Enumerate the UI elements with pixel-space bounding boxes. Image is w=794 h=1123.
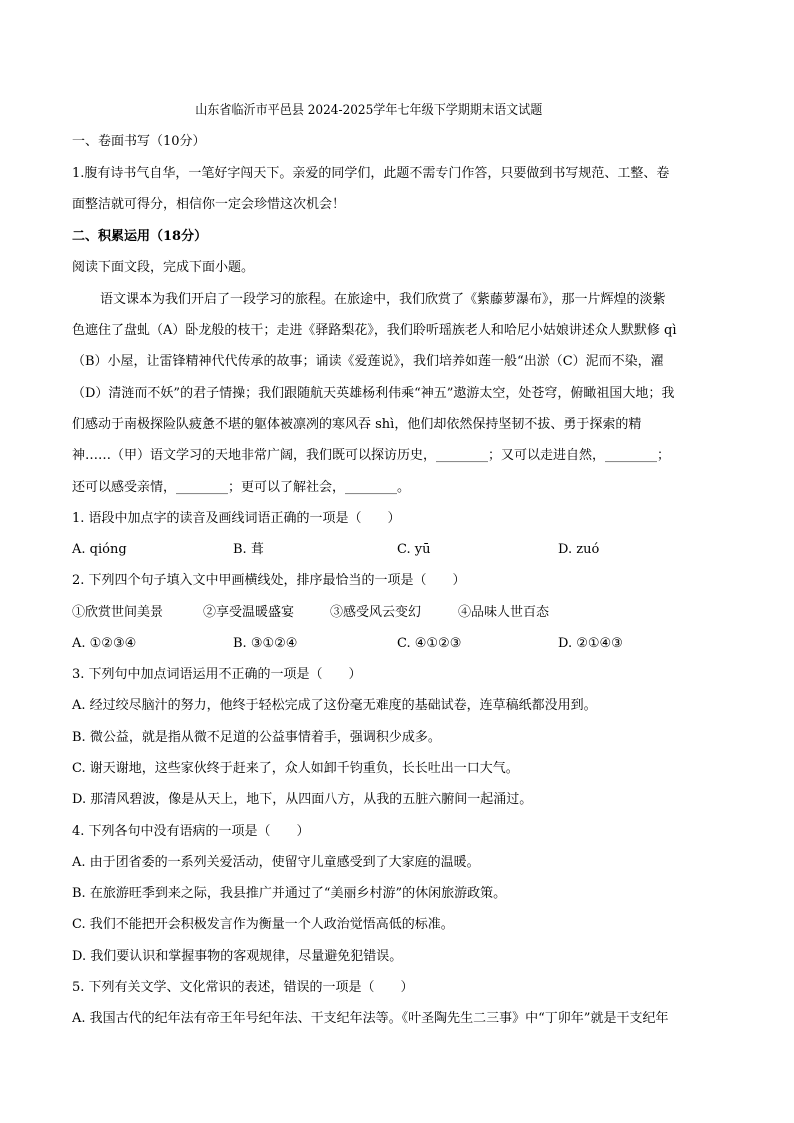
section-2-heading: 二、积累运用（18分） [72,229,208,244]
passage-line: （D）清涟而不妖”的君子情操；我们跟随航天英雄杨利伟乘“神五”遨游太空，处苍穹，俯瞰祖国大地；我 [72,386,675,401]
option-d: D. 我们要认识和掌握事物的客观规律，尽量避免犯错误。 [72,949,403,964]
question-1-line-2: 面整洁就可得分，相信你一定会珍惜这次机会！ [72,197,346,212]
passage-line: 语文课本为我们开启了一段学习的旅程。在旅途中，我们欣赏了《紫藤萝瀑布》，那一片辉煌的淡紫 [100,292,666,307]
option-b: B. 葺 [233,542,264,557]
option-b: B. 微公益，就是指从微不足道的公益事情着手，强调积少成多。 [72,730,441,745]
option-d: D. zuó [558,542,600,557]
option-c: C. ④①②③ [397,636,462,651]
section-1-heading: 一、卷面书写（10分） [72,134,206,149]
option-b: B. ③①②④ [233,636,298,651]
question-stem: 5. 下列有关文学、文化常识的表述，错误的一项是（ ） [72,980,414,995]
passage-line: 还可以感受亲情，________；更可以了解社会，________。 [72,480,411,495]
passage-line: 神……（甲）语文学习的天地非常广阔，我们既可以探访历史，________；又可以走进自然，________； [72,448,671,463]
sentence-choice: ②享受温暖盛宴 [203,605,295,620]
question-stem: 3. 下列句中加点词语运用不正确的一项是（ ） [72,667,362,682]
option-c: C. 我们不能把开会积极发言作为衡量一个人政治觉悟高低的标准。 [72,917,454,932]
reading-instruction: 阅读下面文段，完成下面小题。 [72,260,255,275]
option-a: A. 我国古代的纪年法有帝王年号纪年法、干支纪年法等。《叶圣陶先生二三事》中“丁卯年”就是干支纪年 [72,1011,669,1026]
option-b: B. 在旅游旺季到来之际，我县推广并通过了“美丽乡村游”的休闲旅游政策。 [72,886,507,901]
option-a: A. 由于团省委的一系列关爱活动，使留守儿童感受到了大家庭的温暖。 [72,855,480,870]
option-c: C. 谢天谢地，这些家伙终于赶来了，众人如卸千钧重负，长长吐出一口大气。 [72,761,519,776]
option-a: A. ①②③④ [72,636,137,651]
page-title: 山东省临沂市平邑县 2024-2025学年七年级下学期期末语文试题 [195,103,543,118]
question-stem: 4. 下列各句中没有语病的一项是（ ） [72,824,310,839]
sentence-choice: ④品味人世百态 [458,605,550,620]
sentence-choice: ①欣赏世间美景 [72,605,164,620]
option-a: A. qióng [72,542,127,557]
passage-line: （B）小屋，让雷锋精神代代传承的故事；诵读《爱莲说》，我们培养如莲一般“出淤（C）泥而不染，濯 [72,354,664,369]
sentence-choice: ③感受风云变幻 [330,605,422,620]
option-a: A. 经过绞尽脑汁的努力，他终于轻松完成了这份毫无难度的基础试卷，连草稿纸都没用到。 [72,698,597,713]
question-stem: 2. 下列四个句子填入文中甲画横线处，排序最恰当的一项是（ ） [72,573,466,588]
passage-line: 色遮住了盘虬（A）卧龙般的枝干；走进《驿路梨花》，我们聆听瑶族老人和哈尼小姑娘讲述众人默默修 qì [72,323,677,338]
passage-line: 们感动于南极探险队疲惫不堪的躯体被凛冽的寒风吞 shì，他们却依然保持坚韧不拔、勇于探索的精 [72,417,642,432]
option-c: C. yū [397,542,431,557]
option-d: D. ②①④③ [558,636,623,651]
question-stem: 1. 语段中加点字的读音及画线词语正确的一项是（ ） [72,511,401,526]
question-1-line-1: 1.腹有诗书气自华，一笔好字闯天下。亲爱的同学们，此题不需专门作答，只要做到书写规范、工整、卷 [72,166,670,181]
option-d: D. 那清风碧波，像是从天上，地下，从四面八方，从我的五脏六腑间一起涌过。 [72,792,533,807]
